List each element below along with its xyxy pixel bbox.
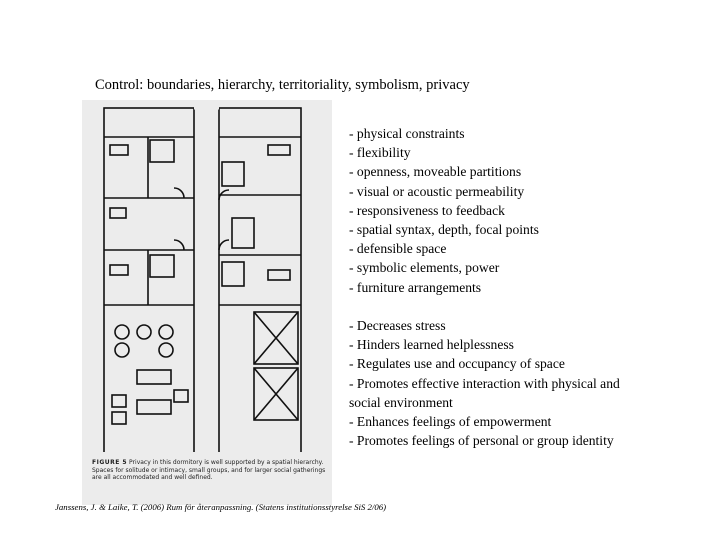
source-credit: Janssens, J. & Laike, T. (2006) Rum för återanpassning. (Statens institutionsstyrelse SiS 2/06) bbox=[55, 502, 387, 512]
list-item: - symbolic elements, power bbox=[349, 260, 500, 276]
design-factors-list bbox=[349, 124, 539, 297]
list-item: - spatial syntax, depth, focal points bbox=[349, 222, 539, 238]
list-item: - visual or acoustic permeability bbox=[349, 183, 525, 199]
list-item: - Decreases stress bbox=[349, 318, 446, 333]
slide-title: Control: boundaries, hierarchy, territoriality, symbolism, privacy bbox=[95, 77, 470, 93]
list-item: - Enhances feelings of empowerment bbox=[349, 414, 552, 430]
list-item: - physical constraints bbox=[349, 126, 465, 141]
figure-caption-text: Privacy in this dormitory is well supported by a spatial hierarchy. Spaces for solitude or intimacy, small groups, and for larger social gatherings are all accommodated and well defined. bbox=[92, 459, 326, 481]
dormitory-floor-plan bbox=[82, 100, 332, 505]
list-item: - flexibility bbox=[349, 145, 411, 161]
list-item: - furniture arrangements bbox=[349, 279, 482, 295]
list-item: - Promotes feelings of personal or group identity bbox=[349, 433, 614, 449]
list-item: - openness, moveable partitions bbox=[349, 164, 522, 180]
list-item: - Hinders learned helplessness bbox=[349, 337, 514, 353]
list-item: - Regulates use and occupancy of space bbox=[349, 356, 565, 372]
figure-caption bbox=[92, 459, 328, 482]
list-item: - defensible space bbox=[349, 241, 447, 257]
benefits-list bbox=[349, 316, 629, 450]
figure-caption-lead: FIGURE 5 bbox=[92, 459, 128, 466]
list-item: - responsiveness to feedback bbox=[349, 202, 505, 218]
list-item: - Promotes effective interaction with physical and social environment bbox=[349, 375, 620, 410]
